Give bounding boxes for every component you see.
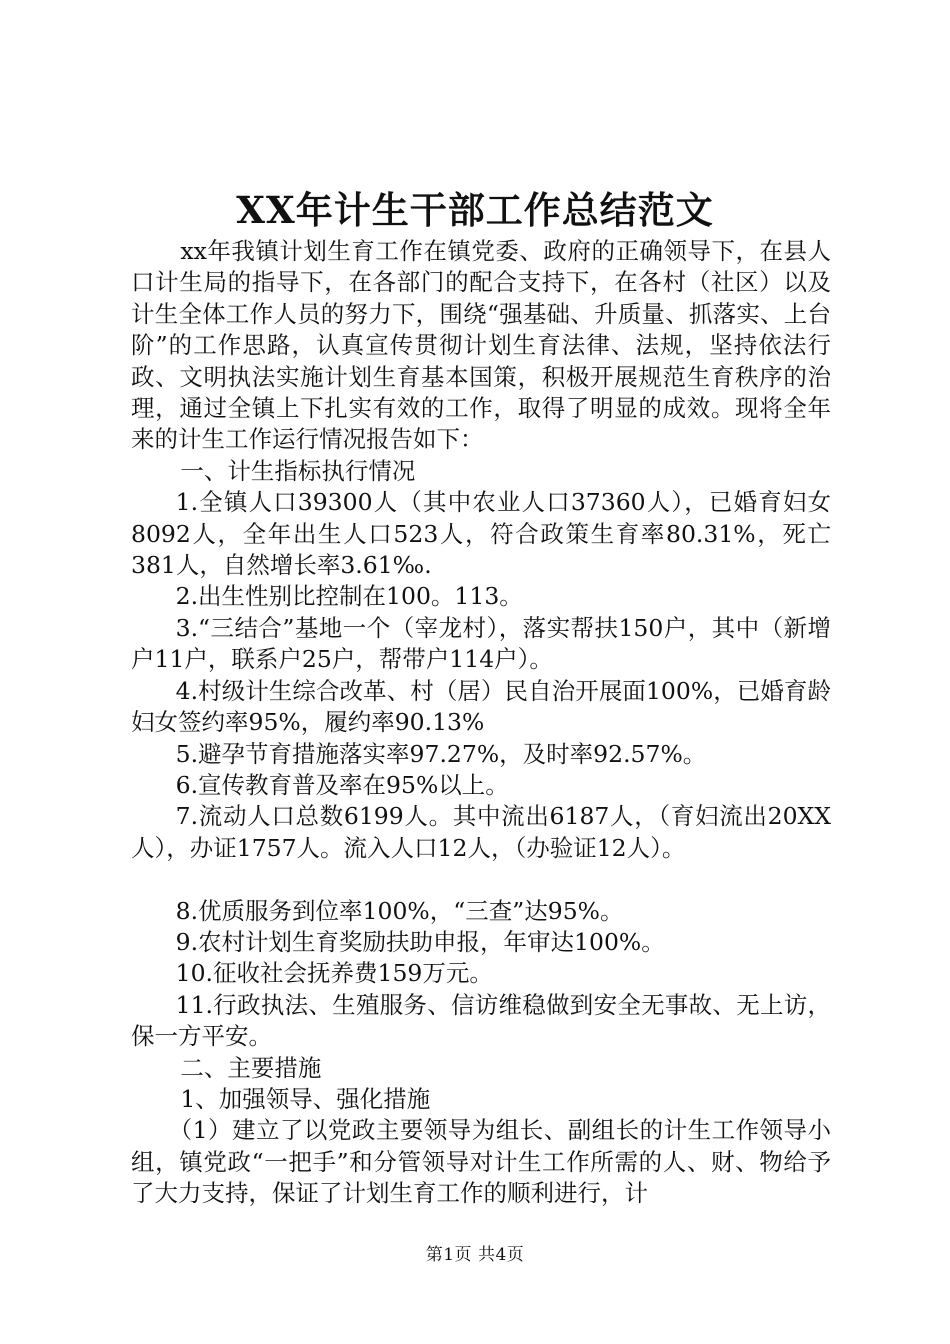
body-paragraph: （1）建立了以党政主要领导为组长、副组长的计生工作领导小组，镇党政“一把手”和分管领导对计生工作所需的人、财、物给予了大力支持，保证了计划生育工作的顺利进行，计 xyxy=(131,1116,831,1208)
list-item: 7.流动人口总数6199人。其中流出6187人，（育妇流出20XX人），办证1757人。流入人口12人，（办验证12人）。 xyxy=(131,802,831,862)
list-item: 1.全镇人口39300人（其中农业人口37360人），已婚育妇女8092人，全年出生人口523人，符合政策生育率80.31%，死亡381人，自然增长率3.61‰. xyxy=(131,488,831,580)
list-item: 2.出生性别比控制在100。113。 xyxy=(175,582,523,611)
document-body xyxy=(131,236,831,1210)
section-heading-indicators: 一、计生指标执行情况 xyxy=(180,456,416,485)
document-title: XX年计生干部工作总结范文 xyxy=(236,188,714,232)
intro-paragraph: xx年我镇计划生育工作在镇党委、政府的正确领导下，在县人口计生局的指导下，在各部门的配合支持下，在各村（社区）以及计生全体工作人员的努力下，围绕“强基础、升质量、抓落实、上台阶”的工作思路，认真宣传贯彻计划生育法律、法规，坚持依法行政、文明执法实施计划生育基本国策，积极开展规范生育秩序的治理，通过全镇上下扎实有效的工作，取得了明显的成效。现将全年来的计生工作运行情况报告如下： xyxy=(131,237,831,454)
list-item: 5.避孕节育措施落实率97.27%，及时率92.57%。 xyxy=(175,739,707,768)
list-item: 6.宣传教育普及率在95%以上。 xyxy=(175,770,509,799)
list-item: 11.行政执法、生殖服务、信访维稳做到安全无事故、无上访，保一方平安。 xyxy=(131,990,831,1051)
list-item: 4.村级计生综合改革、村（居）民自治开展面100%，已婚育龄妇女签约率95%，履约率90.13% xyxy=(131,676,831,737)
list-item: 3.“三结合”基地一个（宰龙村），落实帮扶150户，其中（新增户11户，联系户25户，帮带户114户）。 xyxy=(131,613,831,674)
subsection-heading: 1、加强领导、强化措施 xyxy=(180,1084,431,1113)
page-number-footer: 第1页 共4页 xyxy=(425,1245,525,1265)
section-heading-measures: 二、主要措施 xyxy=(180,1053,322,1082)
list-item: 9.农村计划生育奖励扶助申报，年审达100%。 xyxy=(175,927,665,956)
list-item: 10.征收社会抚养费159万元。 xyxy=(175,959,493,988)
list-item: 8.优质服务到位率100%，“三查”达95%。 xyxy=(175,896,624,925)
